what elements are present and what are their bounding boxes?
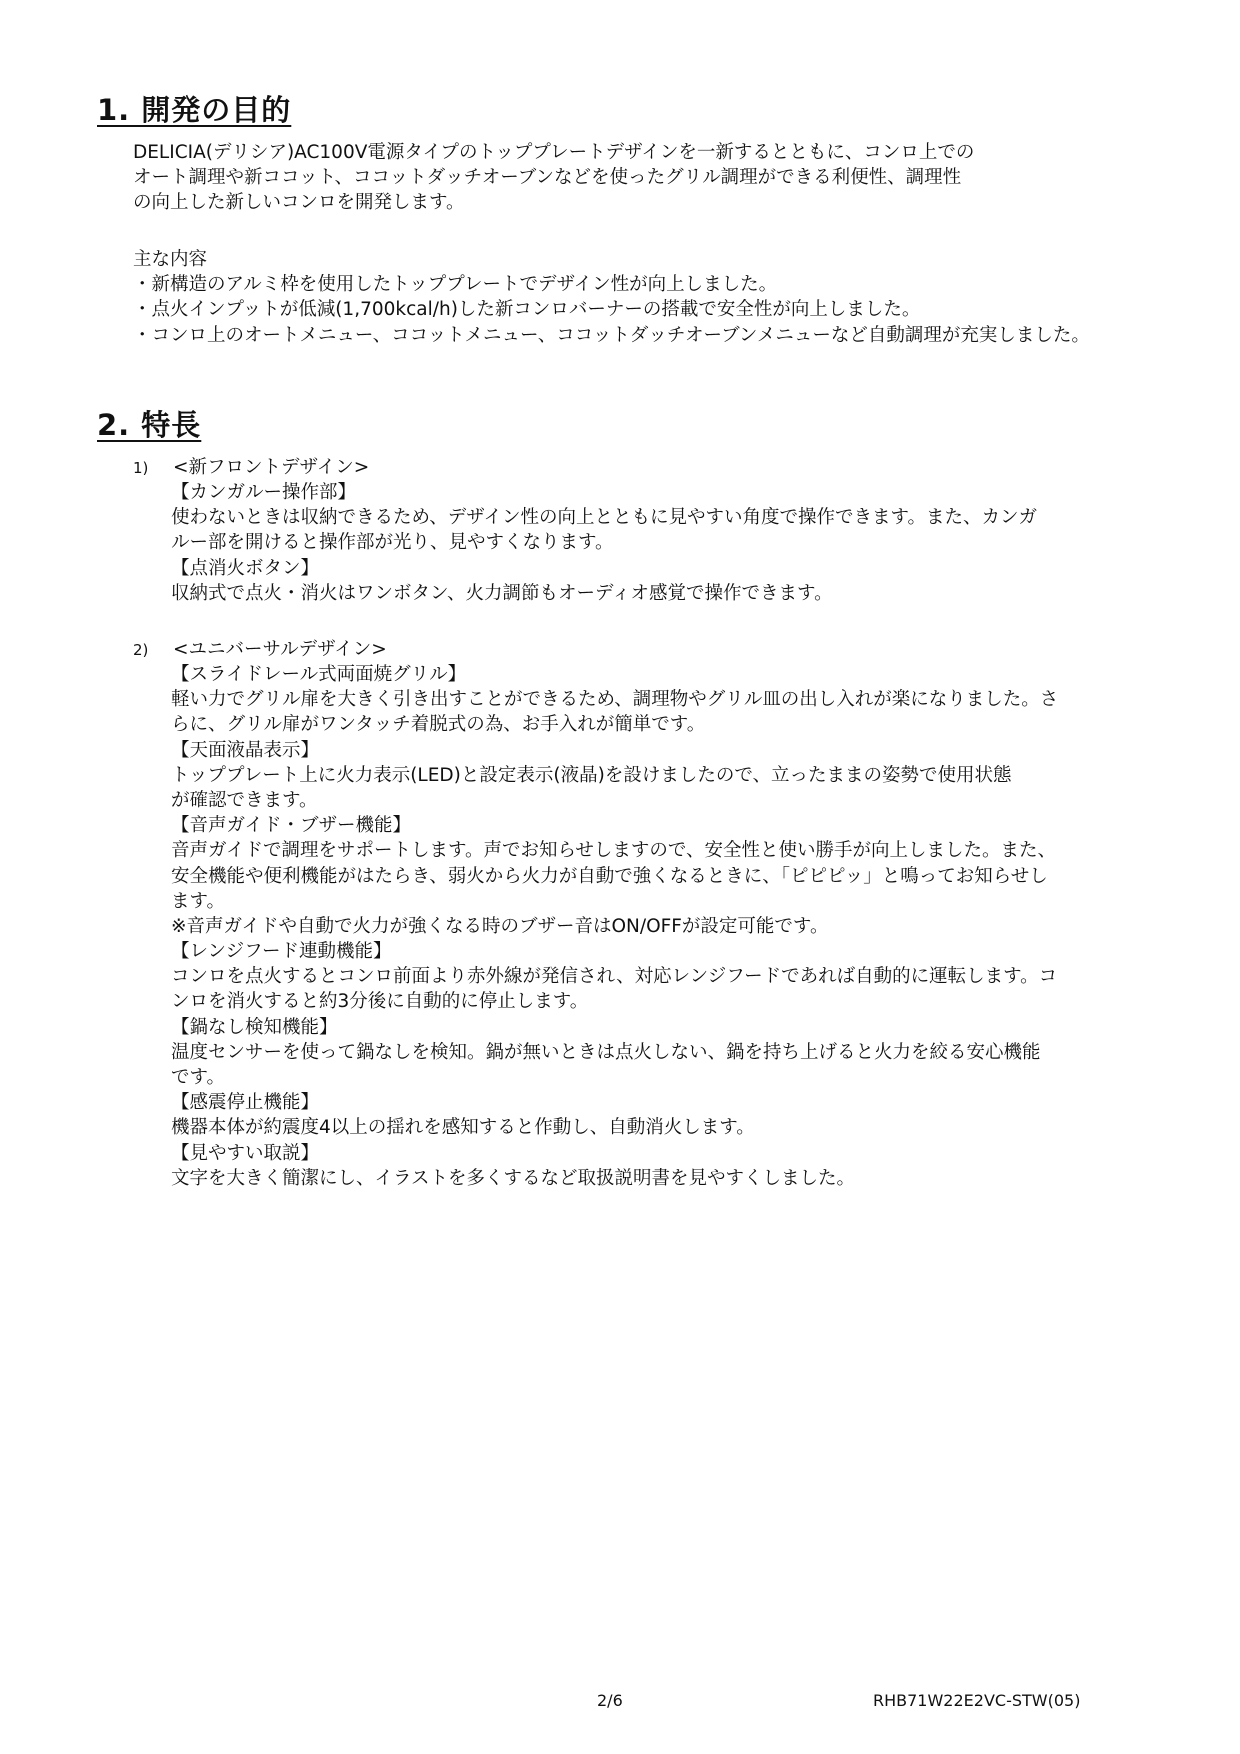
feature-line: ンロを消火すると約3分後に自動的に停止します。 [171, 991, 589, 1013]
feature-line: です。 [171, 1067, 226, 1088]
feature-line: 【音声ガイド・ブザー機能】 [171, 815, 411, 837]
feature-line: が確認できます。 [171, 789, 318, 811]
feature-title-text: <ユニバーサルデザイン> [173, 639, 387, 660]
main-contents [133, 247, 1090, 348]
purpose-paragraph [133, 140, 974, 216]
feature-body-universal-design [171, 662, 1058, 1191]
feature-number: 1) [133, 459, 149, 477]
feature-line: 収納式で点火・消火はワンボタン、火力調節もオーディオ感覚で操作できます。 [171, 582, 833, 604]
feature-line: 【鍋なし検知機能】 [171, 1016, 338, 1038]
purpose-line: DELICIA(デリシア)AC100V電源タイプのトッププレートデザインを一新するとともに、コンロ上での [133, 142, 975, 163]
feature-line: 【レンジフード連動機能】 [171, 941, 392, 963]
feature-line: 機器本体が約震度4以上の揺れを感知すると作動し、自動消火します。 [171, 1117, 755, 1139]
page-number: 2/6 [597, 1691, 623, 1710]
feature-line: 【見やすい取説】 [171, 1142, 320, 1164]
feature-line: 【点消火ボタン】 [171, 557, 320, 579]
feature-line: ます。 [171, 890, 226, 912]
document-code: RHB71W22E2VC-STW(05) [873, 1691, 1081, 1710]
section-heading-features: 2. 特長 [97, 408, 202, 442]
main-contents-item: ・点火インプットが低減(1,700kcal/h)した新コンロバーナーの搭載で安全性が向上しました。 [133, 299, 921, 321]
main-contents-item: ・コンロ上のオートメニュー、ココットメニュー、ココットダッチオーブンメニューなど自動調理が充実しました。 [133, 324, 1090, 346]
feature-line: 文字を大きく簡潔にし、イラストを多くするなど取扱説明書を見やすくしました。 [171, 1167, 855, 1189]
feature-title-text: <新フロントデザイン> [173, 457, 370, 478]
feature-line: 【感震停止機能】 [171, 1092, 320, 1114]
feature-line: 使わないときは収納できるため、デザイン性の向上とともに見やすい角度で操作できます。また、カンガ [171, 507, 1037, 529]
feature-line: 安全機能や便利機能がはたらき、弱火から火力が自動で強くなるときに、「ピピピッ」と鳴ってお知らせし [171, 865, 1048, 887]
purpose-line: オート調理や新ココット、ココットダッチオーブンなどを使ったグリル調理ができる利便性、調理性 [133, 167, 962, 189]
feature-line: ルー部を開けると操作部が光り、見やすくなります。 [171, 532, 614, 554]
main-contents-item: ・新構造のアルミ枠を使用したトッププレートでデザイン性が向上しました。 [133, 274, 778, 296]
feature-title-universal-design [133, 637, 387, 663]
feature-line: 温度センサーを使って鍋なしを検知。鍋が無いときは点火しない、鍋を持ち上げると火力を絞る安心機能 [171, 1041, 1041, 1063]
feature-line: 音声ガイドで調理をサポートします。声でお知らせしますので、安全性と使い勝手が向上しました。また、 [171, 840, 1057, 862]
main-contents-title: 主な内容 [133, 249, 208, 270]
feature-line: コンロを点火するとコンロ前面より赤外線が発信され、対応レンジフードであれば自動的に運転します。コ [171, 966, 1058, 988]
purpose-line: の向上した新しいコンロを開発します。 [133, 192, 465, 214]
feature-body-front-design [171, 480, 1037, 606]
feature-line: 軽い力でグリル扉を大きく引き出すことができるため、調理物やグリル皿の出し入れが楽になりました。さ [171, 689, 1059, 711]
feature-line: 【カンガルー操作部】 [171, 482, 357, 503]
feature-line: 【スライドレール式両面焼グリル】 [171, 664, 467, 685]
feature-line: ※音声ガイドや自動で火力が強くなる時のブザー音はON/OFFが設定可能です。 [171, 915, 829, 937]
section-heading-purpose: 1. 開発の目的 [97, 93, 292, 127]
feature-line: トッププレート上に火力表示(LED)と設定表示(液晶)を設けましたので、立ったままの姿勢で使用状態 [171, 764, 1012, 786]
feature-line: 【天面液晶表示】 [171, 739, 320, 761]
feature-line: らに、グリル扉がワンタッチ着脱式の為、お手入れが簡単です。 [171, 714, 706, 736]
feature-number: 2) [133, 641, 149, 659]
feature-title-front-design [133, 455, 369, 481]
